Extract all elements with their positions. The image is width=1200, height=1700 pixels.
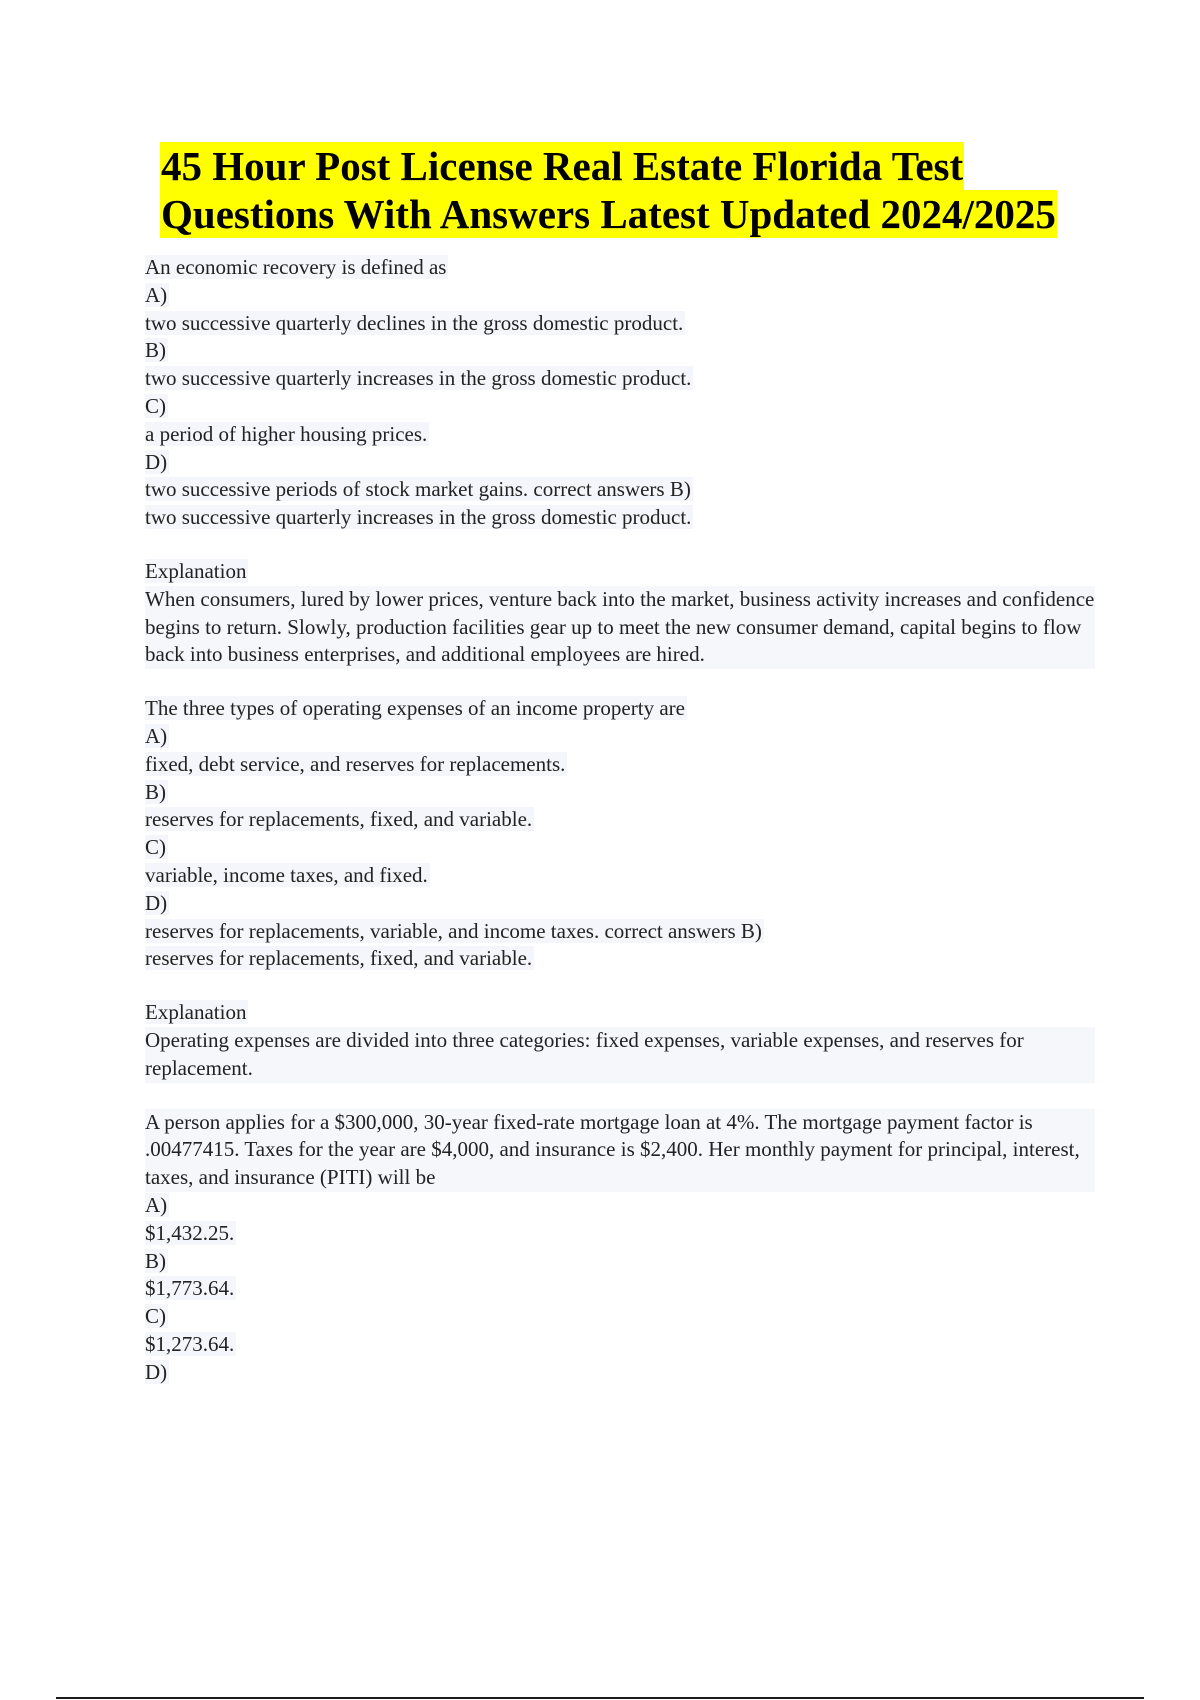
option-label: C)	[145, 393, 166, 418]
question-text: A person applies for a $300,000, 30-year fixed-rate mortgage loan at 4%. The mortgage payment factor is .00477415. Taxes for the year are $4,000, and insurance is $2,400. Her monthly payment for principal, interest, taxes, and insurance (PITI) will be	[145, 1109, 1095, 1192]
option-label: C)	[145, 835, 166, 860]
question-text: An economic recovery is defined as	[145, 255, 447, 279]
question-block-2	[145, 695, 1095, 1082]
option-text: variable, income taxes, and fixed.	[145, 862, 428, 887]
option-label: C)	[145, 1304, 166, 1329]
explanation-label: Explanation	[145, 558, 247, 583]
question-text: The three types of operating expenses of an income property are	[145, 696, 685, 721]
option-label: B)	[145, 1248, 166, 1273]
correct-answer-text: reserves for replacements, fixed, and variable.	[145, 946, 533, 971]
option-text: $1,273.64.	[145, 1331, 235, 1356]
option-label: D)	[145, 890, 168, 915]
option-text: two successive quarterly declines in the gross domestic product.	[145, 310, 684, 335]
title-line-1: 45 Hour Post License Real Estate Florida Test	[161, 143, 964, 189]
option-text: reserves for replacements, variable, and income taxes. correct answers B)	[145, 918, 762, 943]
explanation-text: When consumers, lured by lower prices, venture back into the market, business activity increases and confidence begins to return. Slowly, production facilities gear up to meet the new consumer demand, capital begins to flow back into business enterprises, and additional employees are hired.	[145, 586, 1095, 669]
option-label: D)	[145, 1359, 168, 1384]
option-label: B)	[145, 338, 166, 363]
option-label: A)	[145, 723, 168, 748]
explanation-label: Explanation	[145, 1000, 247, 1025]
option-label: D)	[145, 449, 168, 474]
title-line-2: Questions With Answers Latest Updated 2024/2025	[161, 191, 1056, 237]
option-text: fixed, debt service, and reserves for replacements.	[145, 751, 566, 776]
option-text: reserves for replacements, fixed, and variable.	[145, 807, 533, 832]
explanation-text: Operating expenses are divided into three categories: fixed expenses, variable expenses, and reserves for replacement.	[145, 1027, 1095, 1083]
option-label: A)	[145, 282, 168, 307]
question-block-1	[145, 254, 1095, 669]
option-text: two successive quarterly increases in the gross domestic product.	[145, 366, 692, 391]
option-text: $1,432.25.	[145, 1220, 235, 1245]
option-text: a period of higher housing prices.	[145, 421, 428, 446]
document-title	[160, 142, 1140, 238]
correct-answer-text: two successive quarterly increases in the gross domestic product.	[145, 505, 692, 530]
option-label: A)	[145, 1192, 168, 1217]
option-text: $1,773.64.	[145, 1276, 235, 1301]
question-block-3	[145, 1109, 1095, 1387]
page-bottom-divider	[56, 1697, 1144, 1699]
option-text: two successive periods of stock market gains. correct answers B)	[145, 477, 691, 502]
option-label: B)	[145, 779, 166, 804]
document-body	[145, 254, 1095, 1386]
